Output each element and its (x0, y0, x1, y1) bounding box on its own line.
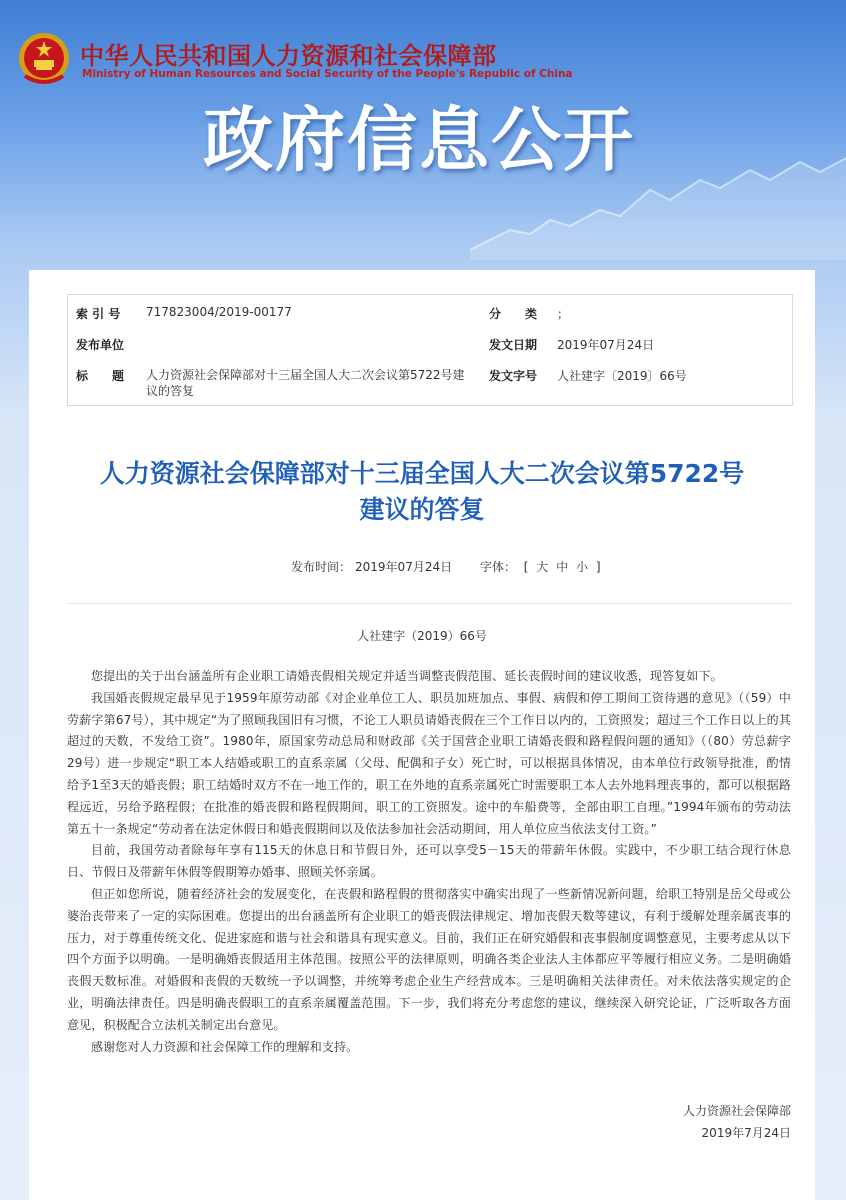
paragraph: 但正如您所说，随着经济社会的发展变化，在丧假和路程假的贯彻落实中确实出现了一些新情况新问题，给职工特别是岳父母或公婆治丧带来了一定的实际困难。您提出的出台涵盖所有企业职工的婚丧假法律规定、增加丧假天数等建议，有利于缓解处理亲属丧事的压力，对于尊重传统文化、促进家庭和谐与社会和谐具有现实意义。目前，我们正在研究婚假和丧事假制度调整意见，主要考虑从以下四个方面予以明确。一是明确婚丧假适用主体范围。按照公平的法律原则，明确各类企业法人主体都应平等履行相应义务。二是明确婚丧假天数标准。对婚假和丧假的天数统一予以调整，并统筹考虑企业生产经营成本。三是明确相关法律责任。对未依法落实规定的企业，明确法律责任。四是明确丧假职工的直系亲属覆盖范围。下一步，我们将充分考虑您的建议，继续深入研究论证，广泛听取各方面意见，积极配合立法机关制定出台意见。 (67, 886, 791, 1032)
ministry-name-en: Ministry of Human Resources and Social Security of the People's Republic of China (82, 68, 573, 80)
banner-title: 政府信息公开 (203, 99, 635, 181)
publish-info (291, 558, 605, 575)
article-title (29, 456, 815, 528)
ministry-name-cn: 中华人民共和国人力资源和社会保障部 (80, 42, 497, 70)
publisher-label: 发布单位 (76, 338, 125, 352)
metadata-table (67, 294, 793, 406)
article-title-line1: 人力资源社会保障部对十三届全国人大二次会议第5722号 (99, 459, 745, 488)
font-small-button[interactable]: 小 (575, 560, 588, 574)
title-label: 标 题 (76, 369, 125, 383)
publish-time-label: 发布时间： (291, 560, 352, 574)
font-medium-button[interactable]: 中 (556, 560, 569, 574)
date-label: 发文日期 (489, 338, 538, 352)
paragraph: 我国婚丧假规定最早见于1959年原劳动部《对企业单位工人、职员加班加点、事假、病假和停工期间工资待遇的意见》（（59）中劳薪字第67号），其中规定“为了照顾我国旧有习惯，不论工人职员请婚丧假在三个工作日以内的，工资照发；超过三个工作日以上的其超过的天数，不发给工资”。1980年，原国家劳动总局和财政部《关于国营企业职工请婚丧假和路程假问题的通知》（（80）劳总薪字29号）进一步规定“职工本人结婚或职工的直系亲属（父母、配偶和子女）死亡时，可以根据具体情况，由本单位行政领导批准，酌情给予1至3天的婚丧假；职工结婚时双方不在一地工作的，职工在外地的直系亲属死亡时需要职工本人去外地料理丧事的，都可以根据路程远近，另给予路程假；在批准的婚丧假和路程假期间，职工的工资照发。途中的车船费等，全部由职工自理。”1994年颁布的劳动法第五十一条规定“劳动者在法定休假日和婚丧假期间以及依法参加社会活动期间，用人单位应当依法支付工资。” (67, 690, 791, 836)
date-value: 2019年07月24日 (557, 338, 655, 352)
publish-time-value: 2019年07月24日 (355, 560, 453, 574)
article-title-line2: 建议的答复 (359, 495, 485, 524)
paragraph: 目前，我国劳动者除每年享有115天的休息日和节假日外，还可以享受5－15天的带薪年休假。实践中，不少职工结合现行休息日、节假日及带薪年休假等假期筹办婚事、照顾关怀亲属。 (67, 843, 791, 880)
font-size-label: 字体： (479, 560, 516, 574)
font-size-open: [ (523, 560, 529, 574)
category-label: 分 类 (489, 307, 538, 321)
signature-date: 2019年7月24日 (701, 1126, 791, 1140)
content-card (29, 270, 815, 1200)
font-size-close: ] (595, 560, 601, 574)
great-wall-decoration (470, 150, 846, 260)
signature-org: 人力资源社会保障部 (682, 1104, 791, 1118)
national-emblem-icon (17, 30, 71, 88)
docno-label: 发文字号 (489, 369, 538, 383)
docno-value: 人社建字〔2019〕66号 (557, 369, 687, 383)
divider (67, 603, 791, 604)
font-large-button[interactable]: 大 (536, 560, 549, 574)
page-header (0, 0, 846, 270)
document-number: 人社建字（2019）66号 (357, 629, 487, 643)
category-value: ； (557, 307, 570, 321)
title-value: 人力资源社会保障部对十三届全国人大二次会议第5722号建议的答复 (146, 368, 465, 398)
article-body (67, 666, 791, 1058)
signature-block (683, 1100, 791, 1144)
paragraph: 您提出的关于出台涵盖所有企业职工请婚丧假相关规定并适当调整丧假范围、延长丧假时间的建议收悉，现答复如下。 (91, 669, 723, 683)
paragraph: 感谢您对人力资源和社会保障工作的理解和支持。 (91, 1039, 359, 1054)
index-value: 717823004/2019-00177 (146, 305, 292, 319)
index-label: 索 引 号 (76, 307, 121, 321)
